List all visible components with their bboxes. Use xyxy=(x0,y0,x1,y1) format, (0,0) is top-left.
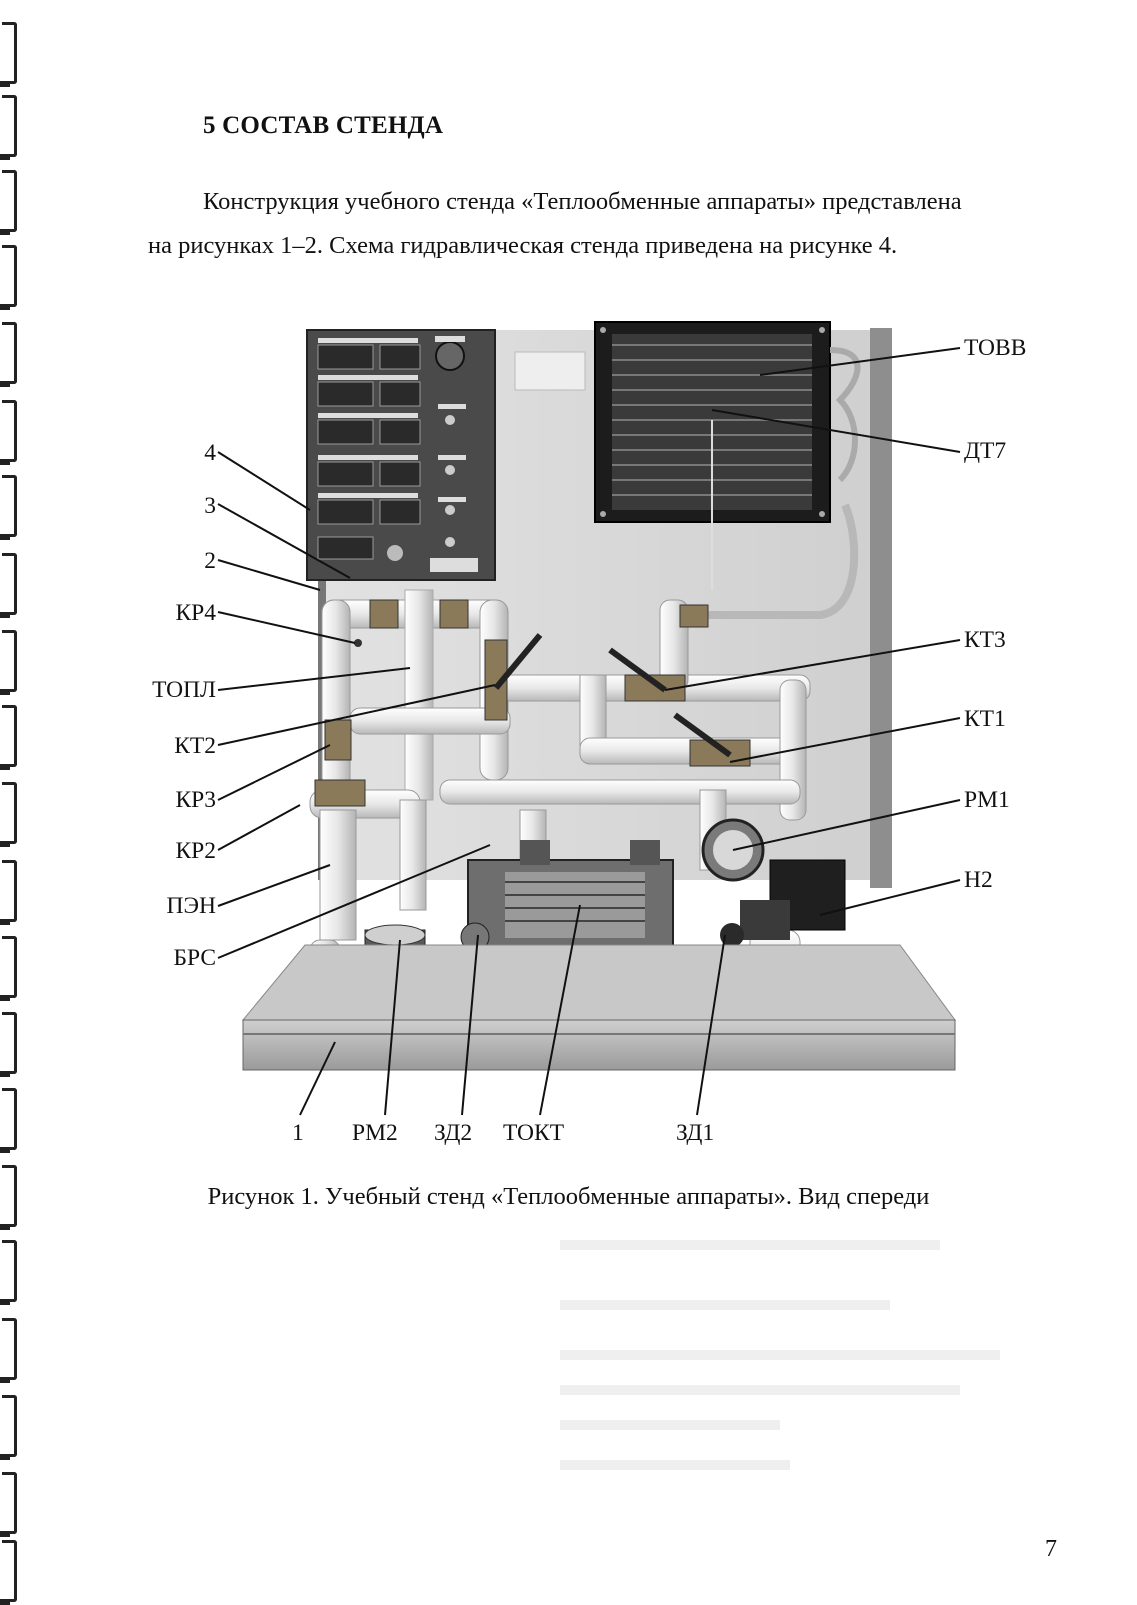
nameplate xyxy=(515,352,585,390)
callout-tovv: ТОВВ xyxy=(964,335,1027,361)
callout-h2: Н2 xyxy=(964,867,993,893)
callout-pen: ПЭН xyxy=(166,893,216,919)
page-number: 7 xyxy=(1045,1536,1057,1562)
callout-kr4: КР4 xyxy=(175,600,216,626)
callout-3: 3 xyxy=(204,493,216,519)
callout-kr3: КР3 xyxy=(175,787,216,813)
control-panel xyxy=(307,330,495,580)
callout-kt2: КТ2 xyxy=(174,733,216,759)
callout-2: 2 xyxy=(204,548,216,574)
intro-line-1: Конструкция учебного стенда «Теплообменные аппараты» представлена xyxy=(203,188,962,215)
callout-rm1: РМ1 xyxy=(964,787,1010,813)
callout-zd1: ЗД1 xyxy=(676,1120,715,1146)
base-tray xyxy=(243,945,955,1070)
callout-kt1: КТ1 xyxy=(964,706,1006,732)
intro-line-2: на рисунках 1–2. Схема гидравлическая стенда приведена на рисунке 4. xyxy=(148,232,898,259)
callout-kr2: КР2 xyxy=(175,838,216,864)
figure-caption: Рисунок 1. Учебный стенд «Теплообменные аппараты». Вид спереди xyxy=(207,1183,930,1210)
callout-tokt: ТОКТ xyxy=(503,1120,565,1146)
heater xyxy=(320,810,356,940)
callout-brs: БРС xyxy=(173,945,216,971)
callout-kt3: КТ3 xyxy=(964,627,1006,653)
callout-4: 4 xyxy=(204,440,216,466)
section-heading: 5 СОСТАВ СТЕНДА xyxy=(203,112,444,139)
callout-topl: ТОПЛ xyxy=(152,677,216,703)
callout-zd2: ЗД2 xyxy=(434,1120,473,1146)
callout-rm2: РМ2 xyxy=(352,1120,398,1146)
callout-1: 1 xyxy=(292,1120,304,1146)
callout-dt7: ДТ7 xyxy=(964,438,1007,464)
